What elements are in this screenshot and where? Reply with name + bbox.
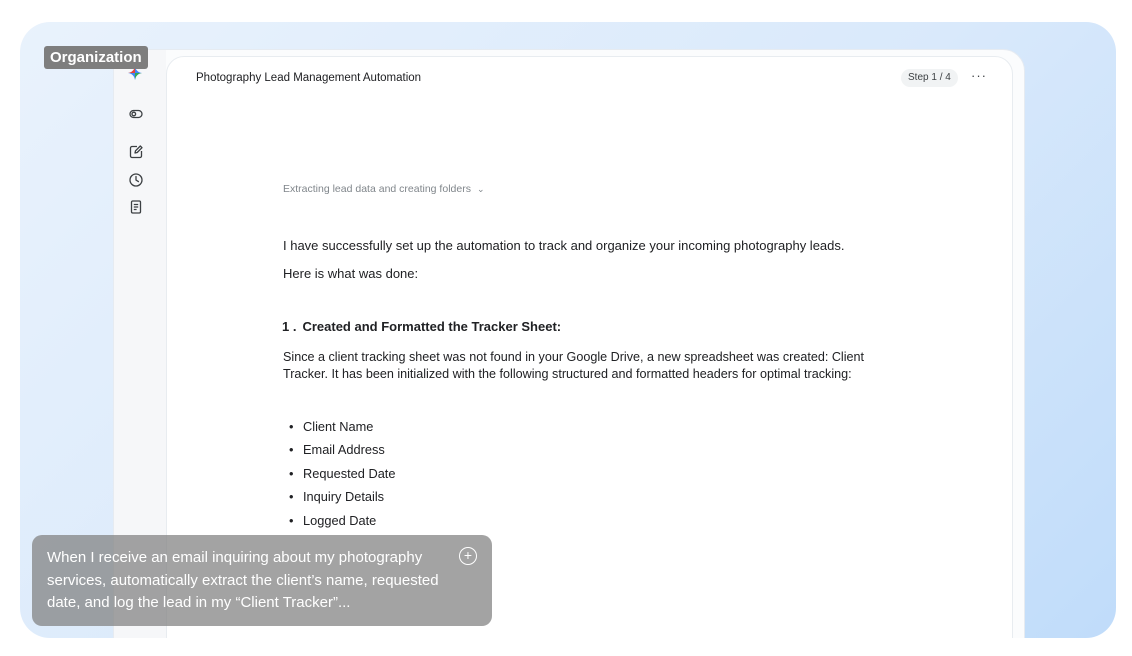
- history-icon[interactable]: [128, 172, 144, 188]
- list-item: • Logged Date: [289, 512, 377, 528]
- prompt-text: When I receive an email inquiring about my photography services, automatically extract the client’s name, requested date, and log the lead in my “Client Tracker”...: [47, 549, 439, 611]
- page-title: Photography Lead Management Automation: [196, 72, 422, 84]
- edit-icon[interactable]: [128, 144, 144, 160]
- more-options-icon[interactable]: ···: [971, 68, 987, 83]
- header-list: [289, 415, 395, 532]
- document-icon[interactable]: [128, 199, 144, 215]
- list-item: • Email Address: [289, 442, 385, 458]
- section-number: 1 .: [282, 319, 297, 334]
- intro-text: I have successfully set up the automation to track and organize your incoming photography leads.: [283, 238, 845, 253]
- chevron-down-icon: ⌄: [476, 184, 485, 194]
- intro-text-2: Here is what was done:: [283, 266, 419, 281]
- step-badge: Step 1 / 4: [901, 69, 958, 87]
- list-item: • Client Name: [289, 419, 374, 434]
- response-content: [282, 237, 883, 528]
- prompt-overlay: [32, 535, 492, 626]
- list-item: • Requested Date: [289, 465, 396, 481]
- section-title: Created and Formatted the Tracker Sheet:: [302, 319, 562, 334]
- add-icon[interactable]: +: [459, 547, 477, 565]
- toggle-icon[interactable]: [128, 106, 144, 122]
- section-description: Since a client tracking sheet was not found in your Google Drive, a new spreadsheet was created: Client Tracker. It has been initialized with the following structured and formatted headers for optimal tracking:: [283, 350, 865, 381]
- section-heading: [282, 319, 561, 334]
- status-label: Extracting lead data and creating folders: [283, 183, 471, 195]
- status-dropdown[interactable]: [283, 183, 485, 195]
- list-item: • Inquiry Details: [289, 489, 385, 505]
- organization-badge: Organization: [44, 46, 148, 69]
